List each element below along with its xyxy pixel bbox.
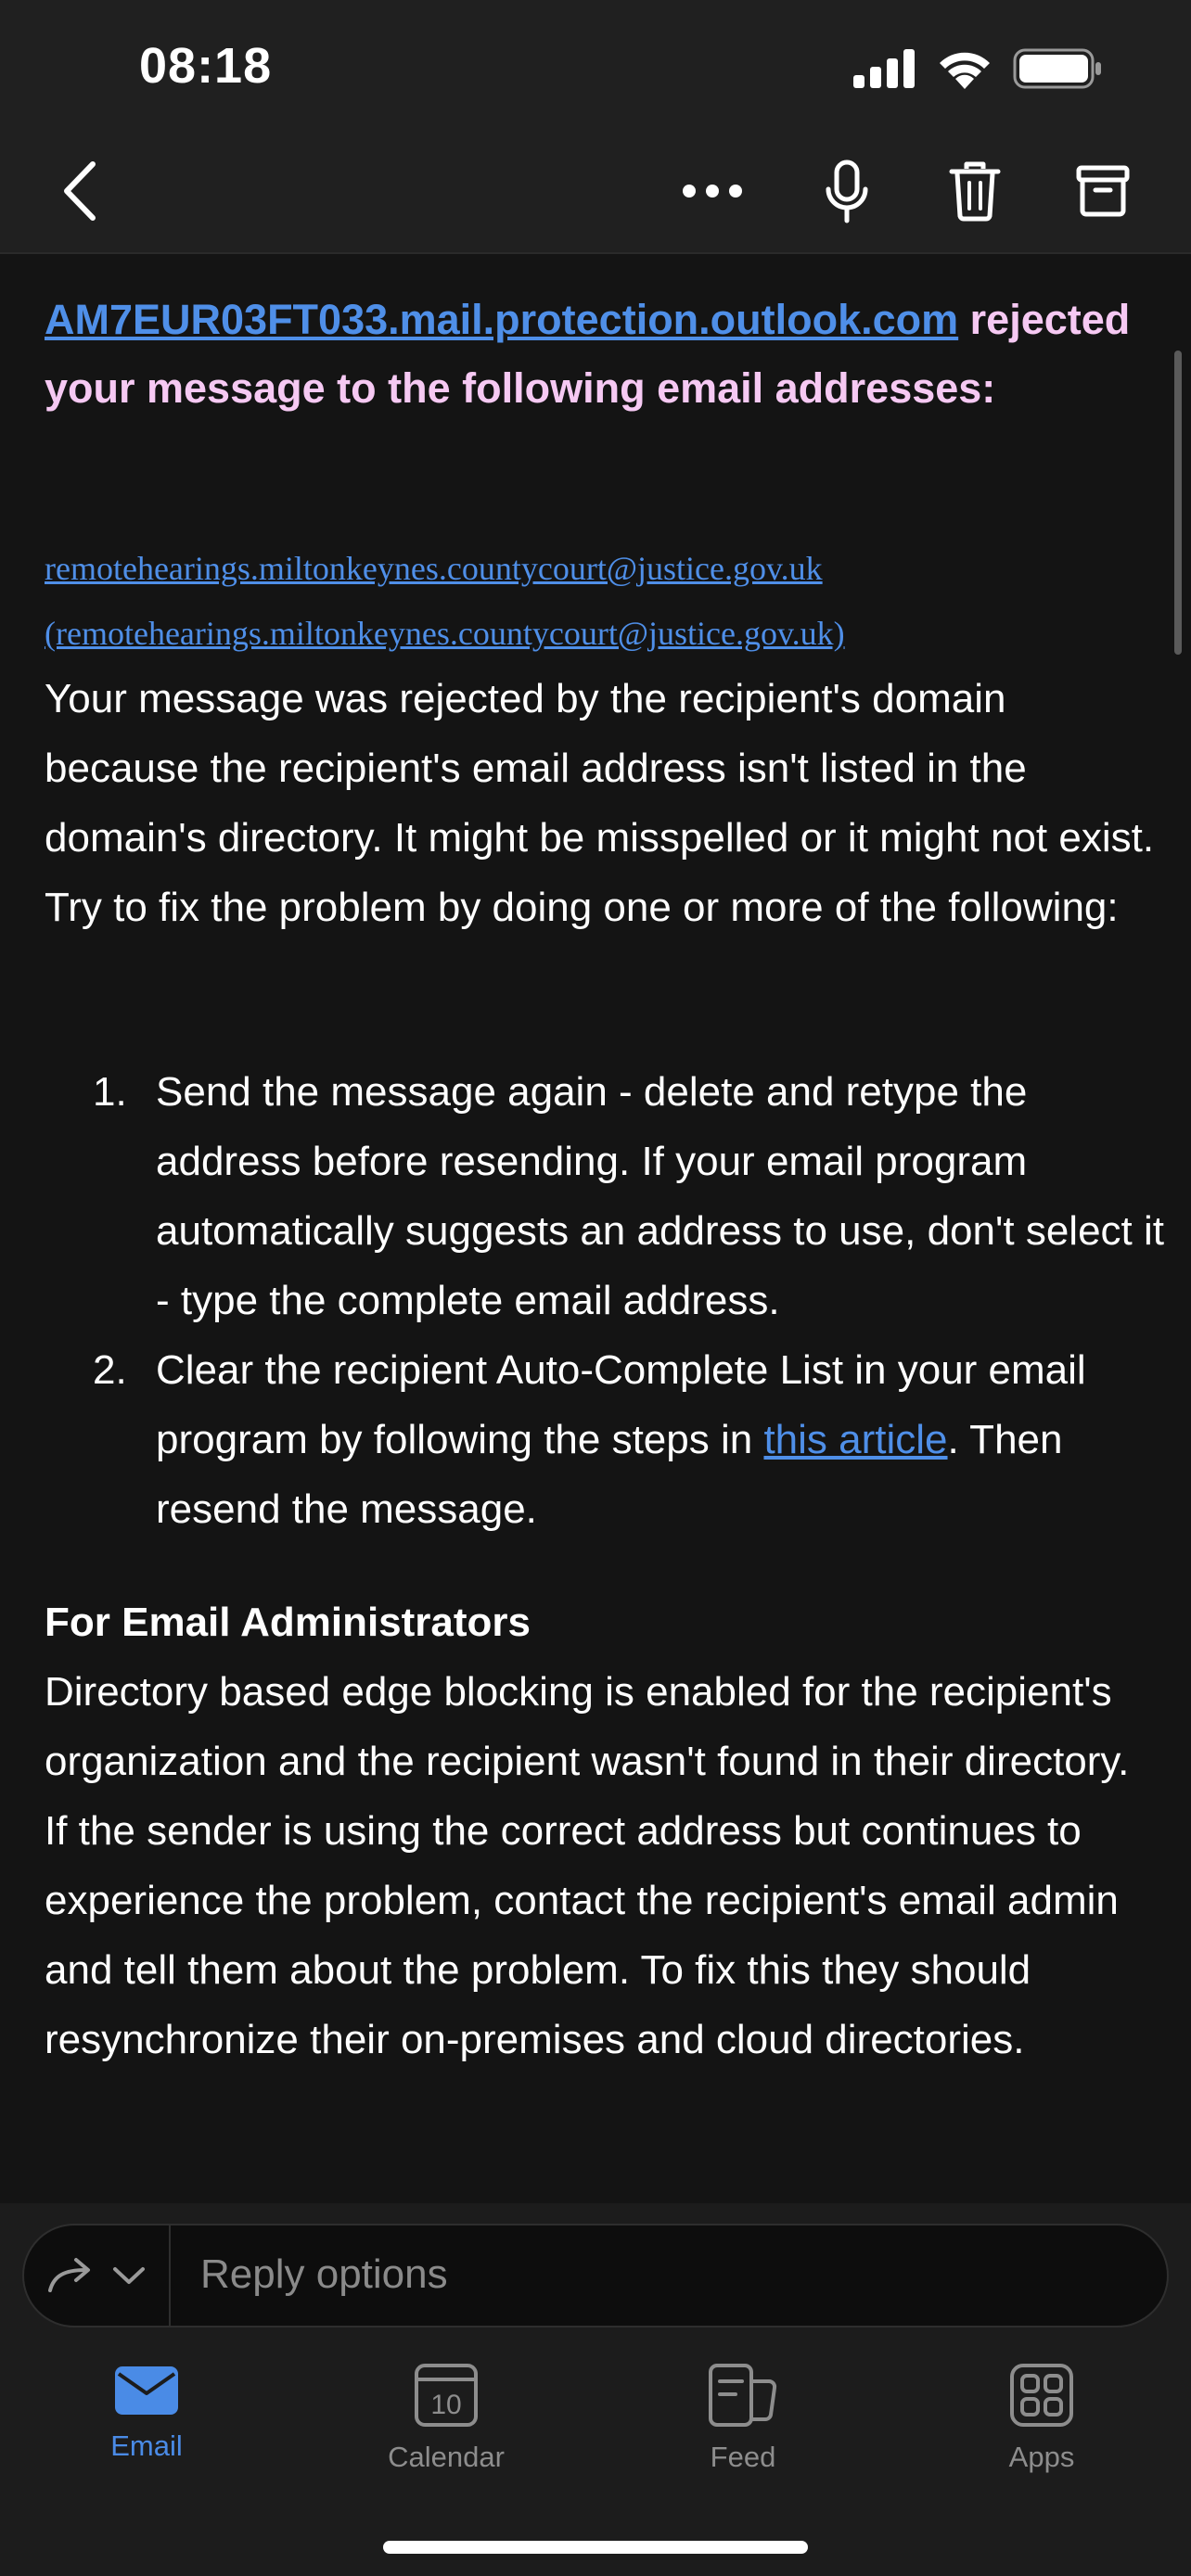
step-text: Send the message again - delete and retype the address before resending. If your email program automatically suggests an address to use, don't select it - type the complete email address. [156, 1069, 1165, 1323]
microphone-icon [824, 159, 870, 224]
dictate-button[interactable] [813, 158, 881, 226]
more-icon [682, 184, 743, 198]
wifi-icon [937, 48, 992, 89]
archive-button[interactable] [1069, 158, 1137, 224]
status-icons [853, 48, 1102, 89]
admin-section-title: For Email Administrators [45, 1600, 531, 1645]
forward-arrow-icon [46, 2257, 104, 2294]
tab-email[interactable] [35, 2363, 258, 2463]
headline-text: rejected your message to the following email addresses: [45, 296, 1131, 412]
calendar-date: 10 [430, 2390, 462, 2420]
admin-text: Directory based edge blocking is enabled for the recipient's organization and the recipient wasn't found in their directory. If the sender is using the correct address but continues to experience the problem, contact the recipient's email admin and tell them about the problem. To fix this they should resynchronize their on-premises and cloud directories. [45, 1669, 1130, 2062]
tab-feed-label: Feed [710, 2441, 776, 2473]
top-bar [0, 0, 1191, 254]
mail-icon [113, 2363, 180, 2417]
chevron-left-icon [61, 160, 98, 222]
recipient-email-link[interactable]: remotehearings.miltonkeynes.countycourt@justice.gov.uk [45, 550, 823, 587]
step-text-before: Clear the recipient Auto-Complete List in your email program by following the steps in [156, 1347, 1086, 1462]
this-article-link[interactable]: this article [763, 1417, 948, 1462]
back-button[interactable] [52, 158, 108, 224]
recipient-email-paren-link[interactable]: (remotehearings.miltonkeynes.countycourt@justice.gov.uk) [45, 615, 845, 652]
scrollbar[interactable] [1174, 351, 1182, 655]
tab-feed[interactable] [632, 2363, 854, 2474]
reply-options-input[interactable]: Reply options [200, 2251, 448, 2297]
explanation-text: Your message was rejected by the recipient's domain because the recipient's email address isn't listed in the domain's directory. It might be misspelled or it might not exist. Try to fix the problem by doing one or more of the following: [45, 676, 1155, 930]
apps-icon [1009, 2363, 1074, 2428]
step-number: 2. [93, 1347, 127, 1393]
archive-icon [1076, 164, 1130, 218]
step-text-after: . Then resend the message. [156, 1417, 1063, 1532]
trash-icon [949, 160, 1001, 222]
battery-icon [1013, 48, 1102, 89]
tab-calendar-label: Calendar [388, 2441, 505, 2473]
tab-apps-label: Apps [1008, 2441, 1075, 2473]
status-time: 08:18 [139, 38, 273, 94]
message-body[interactable] [0, 256, 1191, 2203]
reply-bar[interactable] [22, 2224, 1169, 2327]
tab-calendar[interactable] [335, 2363, 557, 2474]
step-number: 1. [93, 1069, 127, 1115]
tab-apps[interactable] [930, 2363, 1153, 2474]
delete-button[interactable] [941, 156, 1009, 226]
home-indicator[interactable] [383, 2541, 808, 2554]
rejection-headline [45, 286, 1139, 423]
signal-icon [853, 49, 916, 88]
reply-action-button[interactable] [24, 2225, 171, 2326]
chevron-down-icon [111, 2264, 147, 2287]
more-button[interactable] [673, 163, 751, 219]
mail-server-link[interactable]: AM7EUR03FT033.mail.protection.outlook.com [45, 296, 959, 343]
step-text [156, 1335, 1176, 1544]
calendar-icon [414, 2363, 479, 2428]
tab-email-label: Email [110, 2429, 183, 2462]
feed-icon [708, 2363, 778, 2428]
reply-area [0, 2203, 1191, 2342]
